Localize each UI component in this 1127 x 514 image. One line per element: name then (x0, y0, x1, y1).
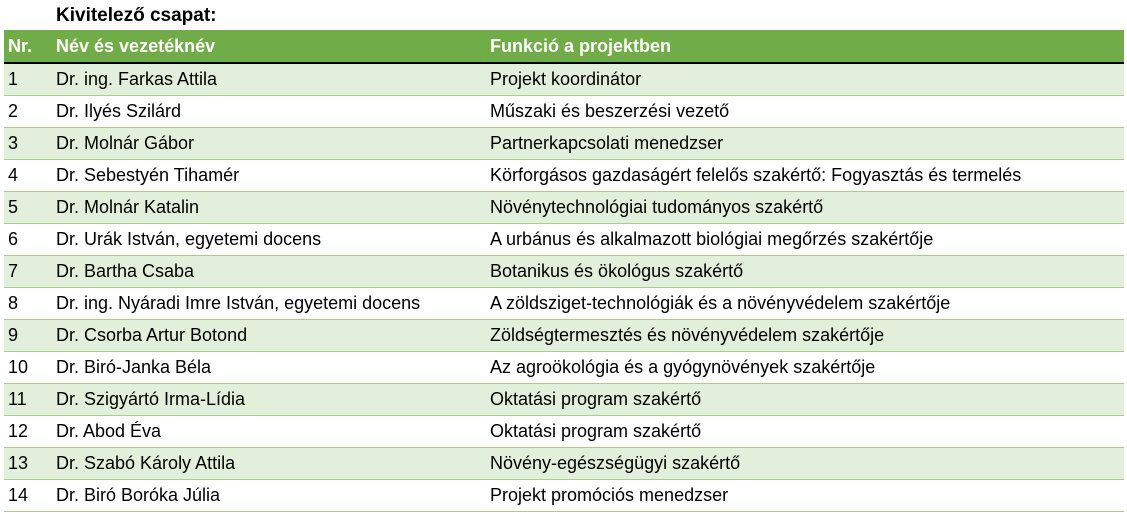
cell-nr: 1 (4, 63, 52, 96)
cell-role: A zöldsziget-technológiák és a növényvédelem szakértője (486, 288, 1124, 320)
cell-nr: 8 (4, 288, 52, 320)
table-body (4, 63, 1124, 512)
table-row (4, 288, 1124, 320)
table-row (4, 352, 1124, 384)
cell-name: Dr. Sebestyén Tihamér (52, 160, 486, 192)
cell-name: Dr. Szabó Károly Attila (52, 448, 486, 480)
cell-role: Projekt promóciós menedzser (486, 480, 1124, 512)
cell-name: Dr. Biró Boróka Júlia (52, 480, 486, 512)
cell-nr: 11 (4, 384, 52, 416)
cell-nr: 4 (4, 160, 52, 192)
cell-name: Dr. Csorba Artur Botond (52, 320, 486, 352)
cell-name: Dr. Ilyés Szilárd (52, 96, 486, 128)
cell-nr: 14 (4, 480, 52, 512)
cell-role: Növénytechnológiai tudományos szakértő (486, 192, 1124, 224)
cell-role: Oktatási program szakértő (486, 416, 1124, 448)
cell-role: Növény-egészségügyi szakértő (486, 448, 1124, 480)
table-header-row (4, 30, 1124, 63)
cell-nr: 10 (4, 352, 52, 384)
cell-nr: 3 (4, 128, 52, 160)
cell-name: Dr. Molnár Katalin (52, 192, 486, 224)
table-row (4, 256, 1124, 288)
column-header-nr: Nr. (4, 30, 52, 63)
column-header-name: Név és vezetéknév (52, 30, 486, 63)
cell-nr: 2 (4, 96, 52, 128)
cell-name: Dr. Abod Éva (52, 416, 486, 448)
table-row (4, 448, 1124, 480)
cell-name: Dr. Bartha Csaba (52, 256, 486, 288)
cell-role: Az agroökológia és a gyógynövények szakértője (486, 352, 1124, 384)
cell-nr: 9 (4, 320, 52, 352)
table-row (4, 192, 1124, 224)
cell-role: Körforgásos gazdaságért felelős szakértő: Fogyasztás és termelés (486, 160, 1124, 192)
cell-role: Zöldségtermesztés és növényvédelem szakértője (486, 320, 1124, 352)
cell-nr: 13 (4, 448, 52, 480)
table-title: Kivitelező csapat: (56, 5, 217, 26)
cell-role: Partnerkapcsolati menedzser (486, 128, 1124, 160)
table-row (4, 63, 1124, 96)
table-row (4, 224, 1124, 256)
cell-role: Botanikus és ökológus szakértő (486, 256, 1124, 288)
cell-name: Dr. Molnár Gábor (52, 128, 486, 160)
cell-role: A urbánus és alkalmazott biológiai megőrzés szakértője (486, 224, 1124, 256)
column-header-role: Funkció a projektben (486, 30, 1124, 63)
cell-nr: 7 (4, 256, 52, 288)
cell-nr: 5 (4, 192, 52, 224)
cell-nr: 12 (4, 416, 52, 448)
cell-name: Dr. ing. Nyáradi Imre István, egyetemi docens (52, 288, 486, 320)
team-table (4, 30, 1124, 512)
cell-name: Dr. Urák István, egyetemi docens (52, 224, 486, 256)
cell-role: Műszaki és beszerzési vezető (486, 96, 1124, 128)
table-row (4, 320, 1124, 352)
table-row (4, 160, 1124, 192)
table-row (4, 480, 1124, 512)
cell-nr: 6 (4, 224, 52, 256)
table-row (4, 416, 1124, 448)
table-row (4, 128, 1124, 160)
cell-name: Dr. ing. Farkas Attila (52, 63, 486, 96)
table-row (4, 384, 1124, 416)
cell-role: Oktatási program szakértő (486, 384, 1124, 416)
cell-role: Projekt koordinátor (486, 63, 1124, 96)
table-row (4, 96, 1124, 128)
cell-name: Dr. Szigyártó Irma-Lídia (52, 384, 486, 416)
cell-name: Dr. Biró-Janka Béla (52, 352, 486, 384)
